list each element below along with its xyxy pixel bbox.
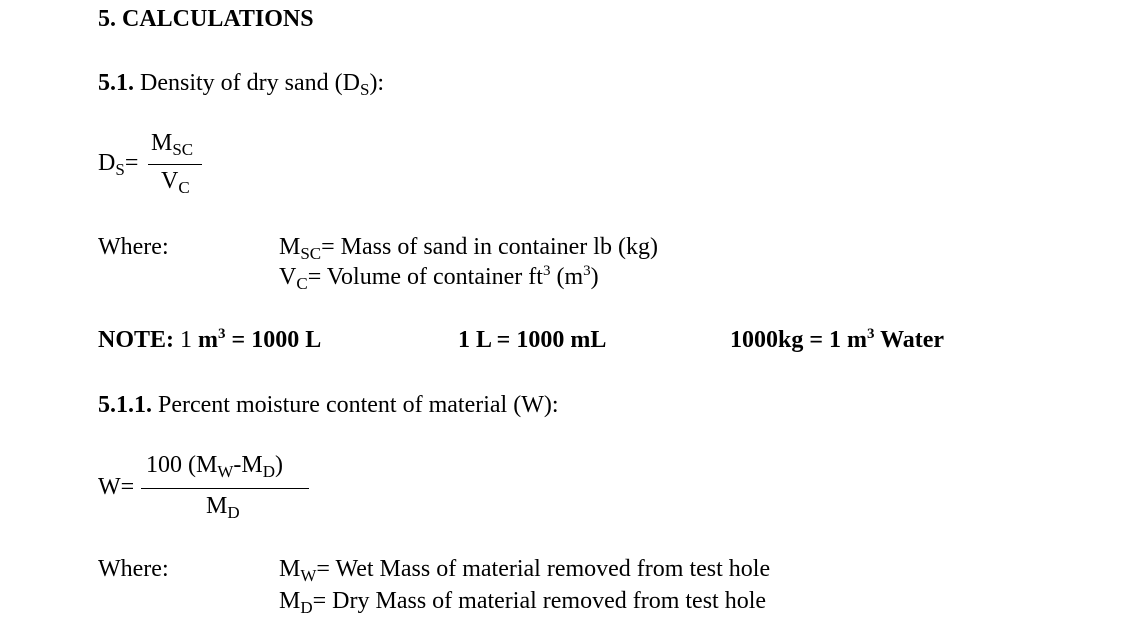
moisture-equals: = bbox=[120, 474, 135, 500]
msc-definition: = Mass of sand in container lb (kg) bbox=[321, 234, 658, 260]
moisture-heading-number: 5.1.1. bbox=[98, 392, 152, 418]
note-equals-1000-l: = 1000 L bbox=[225, 327, 322, 353]
density-heading-text: Density of dry sand (D bbox=[134, 70, 360, 96]
vc-definition: = Volume of container ft bbox=[307, 264, 543, 290]
density-lhs-subscript: S bbox=[115, 160, 125, 179]
moisture-heading-text: Percent moisture content of material (W): bbox=[152, 392, 559, 418]
vc-symbol: V bbox=[279, 264, 297, 290]
note-kg-water-b: Water bbox=[874, 327, 945, 353]
density-where-text: Where: bbox=[98, 234, 169, 260]
moisture-denominator bbox=[206, 493, 240, 520]
moisture-formula-lhs bbox=[98, 474, 134, 501]
moisture-numerator bbox=[146, 452, 283, 479]
moisture-fraction-line bbox=[141, 488, 309, 489]
density-numerator bbox=[151, 130, 193, 157]
section-title-text: 5. CALCULATIONS bbox=[98, 6, 314, 32]
vc-ft-superscript: 3 bbox=[542, 263, 551, 279]
moisture-where-label bbox=[98, 556, 169, 583]
moisture-definition-md bbox=[279, 588, 766, 615]
mw-definition: = Wet Mass of material removed from test hole bbox=[316, 556, 771, 582]
note-line-2 bbox=[458, 327, 606, 354]
note-line-3 bbox=[730, 327, 944, 354]
mw-symbol: M bbox=[279, 556, 301, 582]
note-kg-water-superscript: 3 bbox=[867, 326, 875, 342]
moisture-numerator-c: ) bbox=[275, 452, 284, 478]
vc-subscript: C bbox=[296, 274, 308, 293]
md-symbol: M bbox=[279, 588, 301, 614]
density-heading-number: 5.1. bbox=[98, 70, 134, 96]
density-denominator bbox=[161, 168, 190, 195]
density-where-label bbox=[98, 234, 169, 261]
density-lhs-symbol: D bbox=[98, 150, 116, 176]
density-definition-vc bbox=[279, 264, 599, 291]
moisture-numerator-b: -M bbox=[233, 452, 263, 478]
note-line-1 bbox=[98, 327, 321, 354]
note-kg-water-a: 1000kg = 1 m bbox=[730, 327, 868, 353]
moisture-where-text: Where: bbox=[98, 556, 169, 582]
moisture-heading bbox=[98, 392, 559, 419]
note-m-superscript: 3 bbox=[218, 326, 226, 342]
density-numerator-symbol: M bbox=[151, 130, 173, 156]
moisture-numerator-sub-w: W bbox=[217, 462, 234, 481]
vc-definition-end: ) bbox=[590, 264, 599, 290]
msc-symbol: M bbox=[279, 234, 301, 260]
density-fraction-line bbox=[148, 164, 202, 165]
moisture-denominator-subscript: D bbox=[227, 503, 240, 522]
vc-m-superscript: 3 bbox=[583, 263, 591, 279]
moisture-definition-mw bbox=[279, 556, 770, 583]
density-heading bbox=[98, 70, 384, 97]
vc-definition-mid: (m bbox=[550, 264, 584, 290]
note-m: m bbox=[198, 327, 219, 353]
md-definition: = Dry Mass of material removed from test hole bbox=[312, 588, 767, 614]
density-heading-end: ): bbox=[369, 70, 385, 96]
md-subscript: D bbox=[300, 598, 313, 617]
density-denominator-symbol: V bbox=[161, 168, 179, 194]
moisture-numerator-a: 100 (M bbox=[146, 452, 218, 478]
moisture-numerator-sub-d: D bbox=[262, 462, 276, 481]
moisture-denominator-symbol: M bbox=[206, 493, 228, 519]
density-numerator-subscript: SC bbox=[172, 140, 194, 159]
note-one: 1 bbox=[174, 327, 199, 353]
density-denominator-subscript: C bbox=[178, 178, 190, 197]
note-liter-ml: 1 L = 1000 mL bbox=[458, 327, 607, 353]
note-label: NOTE: bbox=[98, 327, 175, 353]
density-formula-lhs bbox=[98, 150, 138, 177]
section-title bbox=[98, 6, 314, 33]
mw-subscript: W bbox=[300, 566, 317, 585]
moisture-lhs-symbol: W bbox=[98, 474, 121, 500]
density-definition-msc bbox=[279, 234, 658, 261]
density-equals: = bbox=[124, 150, 139, 176]
msc-subscript: SC bbox=[300, 244, 322, 263]
density-heading-subscript: S bbox=[359, 80, 370, 99]
